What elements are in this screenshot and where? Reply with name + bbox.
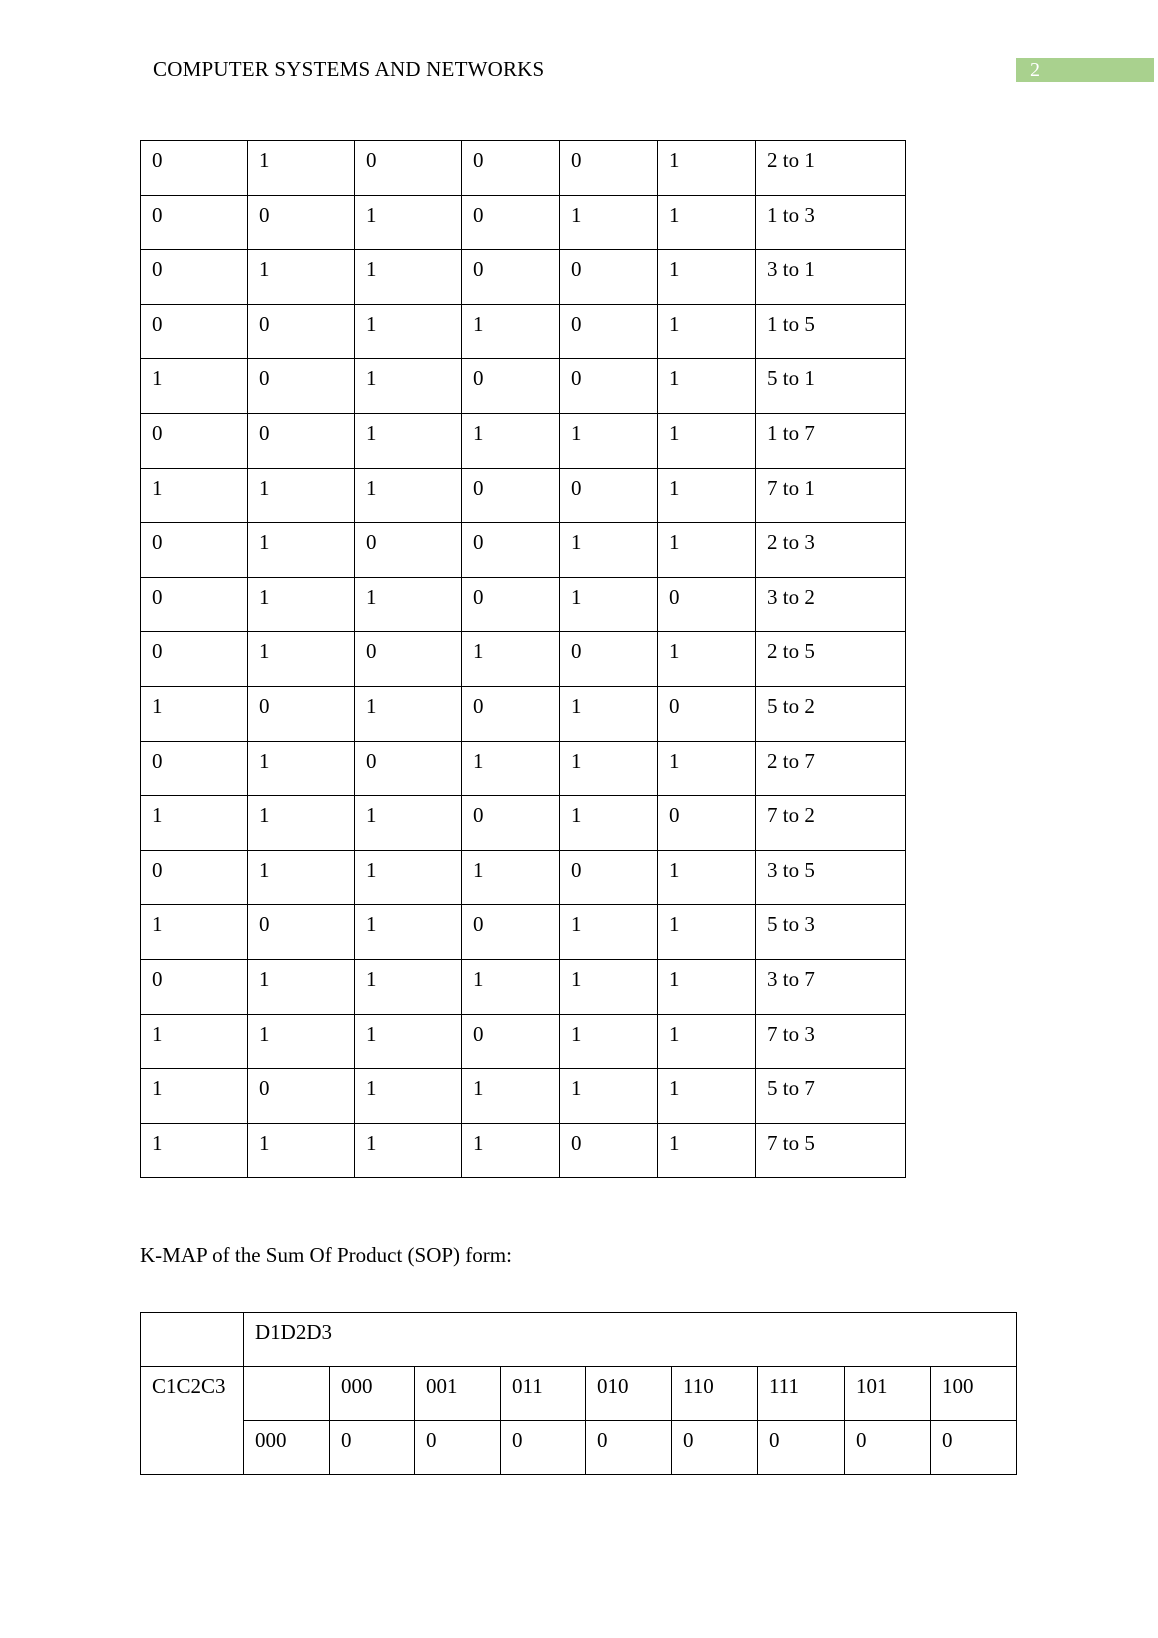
bit-cell: 0 [141,523,248,578]
kmap-cell: 0 [845,1421,931,1475]
bit-cell: 1 [248,796,355,851]
bit-cell: 0 [462,359,560,414]
table-row [141,632,906,687]
bit-cell: 1 [560,796,658,851]
transition-cell: 1 to 3 [756,195,906,250]
bit-cell: 1 [658,413,756,468]
bit-cell: 1 [248,632,355,687]
transition-cell: 3 to 5 [756,850,906,905]
kmap-cell: 0 [330,1421,415,1475]
table-row [141,1123,906,1178]
bit-cell: 1 [462,741,560,796]
table-row [141,141,906,196]
bit-cell: 0 [141,632,248,687]
bit-cell: 1 [355,796,462,851]
bit-cell: 0 [462,523,560,578]
bit-cell: 1 [658,359,756,414]
bit-cell: 1 [355,959,462,1014]
bit-cell: 0 [462,195,560,250]
bit-cell: 1 [355,1123,462,1178]
table-row [141,250,906,305]
bit-cell: 0 [141,195,248,250]
kmap-cell: 0 [586,1421,672,1475]
table-row [141,796,906,851]
bit-cell: 0 [141,304,248,359]
bit-cell: 0 [560,304,658,359]
bit-cell: 1 [355,195,462,250]
bit-cell: 1 [141,1014,248,1069]
kmap-column-header: 000 [330,1367,415,1421]
table-row [141,577,906,632]
transition-cell: 7 to 3 [756,1014,906,1069]
kmap-group-header-row [141,1313,1017,1367]
bit-cell: 1 [462,1123,560,1178]
transition-cell: 3 to 2 [756,577,906,632]
bit-cell: 0 [462,577,560,632]
bit-cell: 1 [658,304,756,359]
bit-cell: 1 [560,413,658,468]
bit-cell: 0 [248,359,355,414]
bit-cell: 1 [355,905,462,960]
bit-cell: 0 [560,850,658,905]
bit-cell: 0 [141,959,248,1014]
bit-cell: 1 [658,959,756,1014]
kmap-cell: 0 [415,1421,501,1475]
bit-cell: 1 [248,1014,355,1069]
bit-cell: 1 [355,250,462,305]
kmap-table [140,1312,1017,1475]
bit-cell: 1 [355,1069,462,1124]
bit-cell: 0 [462,141,560,196]
bit-cell: 1 [462,1069,560,1124]
bit-cell: 0 [248,1069,355,1124]
bit-cell: 1 [560,523,658,578]
transition-cell: 2 to 1 [756,141,906,196]
bit-cell: 1 [462,304,560,359]
running-header-title: COMPUTER SYSTEMS AND NETWORKS [153,57,545,81]
bit-cell: 1 [141,1069,248,1124]
bit-cell: 0 [560,141,658,196]
bit-cell: 0 [248,195,355,250]
bit-cell: 1 [248,250,355,305]
bit-cell: 1 [560,1014,658,1069]
bit-cell: 0 [560,632,658,687]
bit-cell: 0 [355,523,462,578]
bit-cell: 1 [658,1123,756,1178]
transition-cell: 1 to 5 [756,304,906,359]
table-row [141,1014,906,1069]
table-row [141,905,906,960]
bit-cell: 0 [462,796,560,851]
kmap-corner-cell [141,1313,244,1367]
bit-cell: 1 [248,523,355,578]
table-row [141,741,906,796]
bit-cell: 1 [658,250,756,305]
transition-cell: 5 to 2 [756,686,906,741]
bit-cell: 1 [355,359,462,414]
transition-cell: 2 to 7 [756,741,906,796]
kmap-column-header: 101 [845,1367,931,1421]
bit-cell: 1 [462,959,560,1014]
kmap-column-header: 110 [672,1367,758,1421]
bit-cell: 0 [560,468,658,523]
bit-cell: 0 [141,850,248,905]
bit-cell: 0 [560,359,658,414]
bit-cell: 1 [248,1123,355,1178]
kmap-column-header: 001 [415,1367,501,1421]
bit-cell: 0 [141,250,248,305]
transition-cell: 5 to 3 [756,905,906,960]
bit-cell: 0 [141,577,248,632]
bit-cell: 1 [248,468,355,523]
bit-cell: 1 [560,686,658,741]
bit-cell: 1 [141,686,248,741]
transition-cell: 7 to 1 [756,468,906,523]
transition-cell: 5 to 1 [756,359,906,414]
kmap-data-row [141,1421,1017,1475]
bit-cell: 1 [560,959,658,1014]
bit-cell: 1 [658,850,756,905]
bit-cell: 1 [355,468,462,523]
bit-cell: 1 [658,1069,756,1124]
kmap-column-group-label: D1D2D3 [244,1313,1017,1367]
bit-cell: 1 [141,796,248,851]
bit-cell: 1 [141,1123,248,1178]
bit-cell: 1 [248,577,355,632]
bit-cell: 0 [658,577,756,632]
bit-cell: 1 [248,959,355,1014]
bit-cell: 1 [355,1014,462,1069]
bit-cell: 0 [560,1123,658,1178]
kmap-heading: K-MAP of the Sum Of Product (SOP) form: [140,1243,512,1267]
table-row [141,413,906,468]
kmap-column-header: 010 [586,1367,672,1421]
bit-cell: 0 [141,141,248,196]
bit-cell: 0 [141,413,248,468]
bit-cell: 0 [462,1014,560,1069]
bit-cell: 1 [141,468,248,523]
bit-cell: 1 [658,632,756,687]
bit-cell: 1 [658,523,756,578]
transition-cell: 7 to 5 [756,1123,906,1178]
bit-cell: 1 [658,1014,756,1069]
kmap-cell: 0 [672,1421,758,1475]
bit-cell: 0 [462,905,560,960]
transition-cell: 7 to 2 [756,796,906,851]
table-row [141,359,906,414]
bit-cell: 0 [355,741,462,796]
table-row [141,1069,906,1124]
kmap-column-header-row [141,1367,1017,1421]
transition-cell: 2 to 5 [756,632,906,687]
bit-cell: 1 [248,741,355,796]
bit-cell: 1 [355,304,462,359]
bit-cell: 1 [141,359,248,414]
table-row [141,304,906,359]
kmap-column-header: 100 [931,1367,1017,1421]
bit-cell: 1 [355,850,462,905]
bit-cell: 1 [462,632,560,687]
bit-cell: 1 [560,1069,658,1124]
kmap-cell: 0 [501,1421,586,1475]
table-row [141,523,906,578]
page-number-badge: 2 [1016,58,1154,82]
bit-cell: 0 [462,686,560,741]
bit-cell: 1 [560,577,658,632]
bit-cell: 0 [355,141,462,196]
table-row [141,959,906,1014]
bit-cell: 0 [248,686,355,741]
bit-cell: 1 [248,141,355,196]
bit-cell: 1 [560,195,658,250]
kmap-row-group-label: C1C2C3 [141,1367,244,1475]
transition-cell: 3 to 7 [756,959,906,1014]
transition-cell: 5 to 7 [756,1069,906,1124]
bit-cell: 0 [248,304,355,359]
bit-cell: 0 [248,413,355,468]
bit-cell: 1 [141,905,248,960]
bit-cell: 1 [560,741,658,796]
bit-cell: 0 [355,632,462,687]
table-row [141,850,906,905]
transition-cell: 3 to 1 [756,250,906,305]
bit-cell: 1 [658,741,756,796]
bit-cell: 1 [658,468,756,523]
bit-cell: 1 [658,141,756,196]
table-row [141,686,906,741]
kmap-cell: 0 [931,1421,1017,1475]
bit-cell: 1 [248,850,355,905]
bit-cell: 0 [658,796,756,851]
bit-cell: 1 [462,850,560,905]
kmap-blank-header-cell [244,1367,330,1421]
bit-cell: 1 [355,413,462,468]
bit-cell: 0 [248,905,355,960]
bit-cell: 1 [658,195,756,250]
bit-cell: 1 [658,905,756,960]
kmap-row-label: 000 [244,1421,330,1475]
bit-cell: 0 [462,250,560,305]
truth-table [140,140,906,1178]
bit-cell: 0 [560,250,658,305]
table-row [141,195,906,250]
kmap-column-header: 011 [501,1367,586,1421]
transition-cell: 2 to 3 [756,523,906,578]
kmap-cell: 0 [758,1421,845,1475]
bit-cell: 1 [355,686,462,741]
bit-cell: 1 [462,413,560,468]
bit-cell: 1 [560,905,658,960]
table-row [141,468,906,523]
bit-cell: 0 [462,468,560,523]
kmap-column-header: 111 [758,1367,845,1421]
bit-cell: 0 [141,741,248,796]
bit-cell: 0 [658,686,756,741]
transition-cell: 1 to 7 [756,413,906,468]
bit-cell: 1 [355,577,462,632]
